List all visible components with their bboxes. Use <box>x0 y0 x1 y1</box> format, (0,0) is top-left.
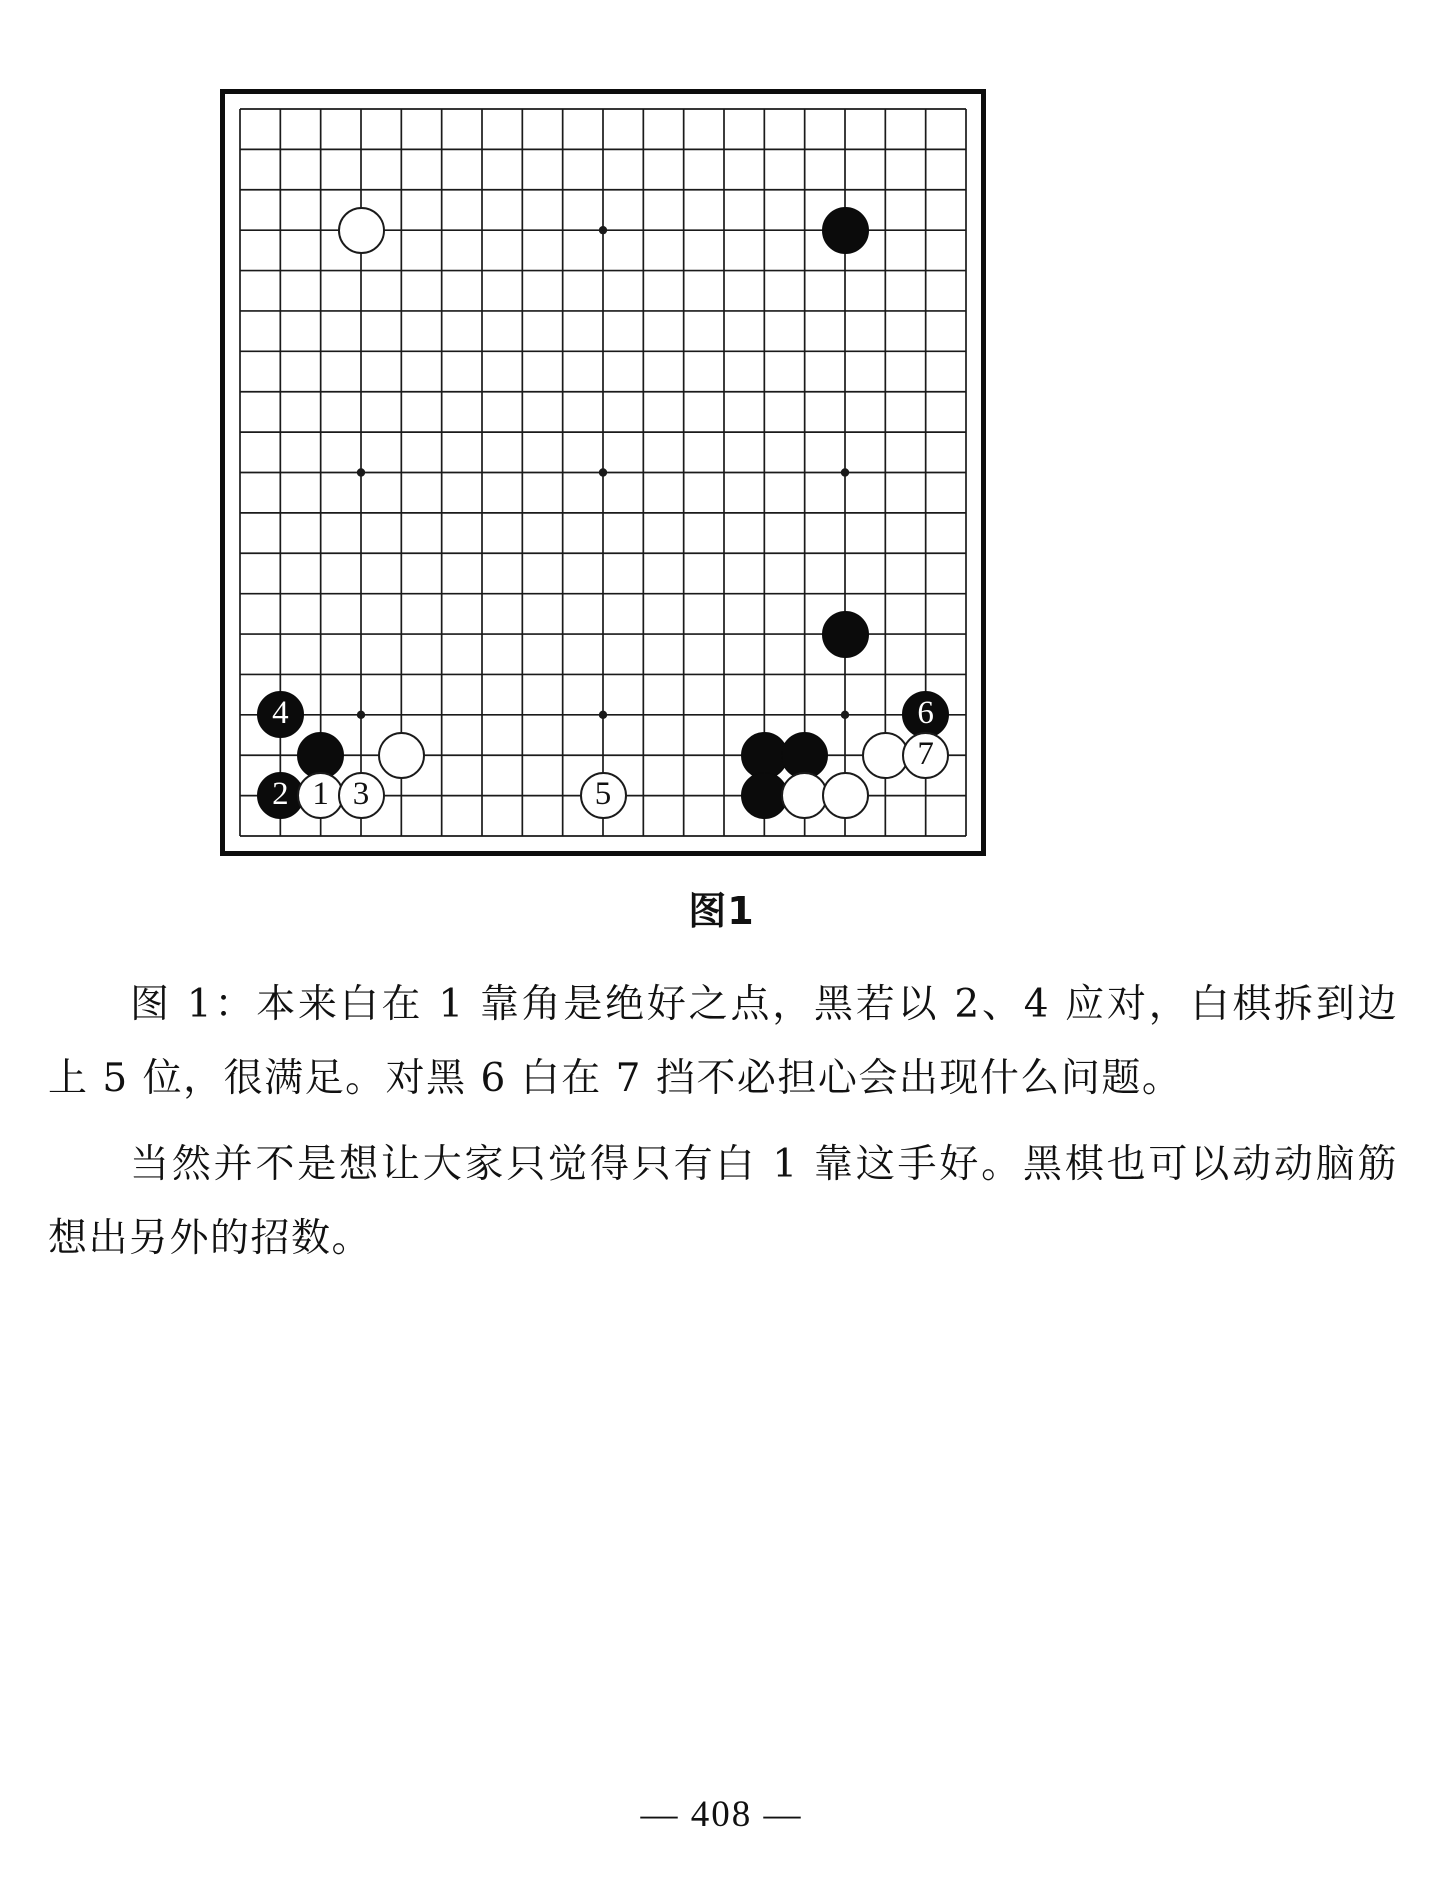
stone-white-3 <box>338 772 385 819</box>
page-number: — 408 — <box>640 1794 803 1835</box>
stone-black-3 <box>822 611 869 658</box>
stone-black-4 <box>257 691 304 738</box>
stone-move-number: 6 <box>917 695 934 732</box>
stone-move-number: 3 <box>352 776 370 813</box>
paragraph-1: 图 1：本来白在 1 靠角是绝好之点，黑若以 2、4 应对，白棋拆到边上 5 位，很满足。对黑 6 白在 7 挡不必担心会出现什么问题。 <box>48 982 1398 1101</box>
body-text <box>48 968 1398 1288</box>
figure-caption: 图1 <box>688 889 755 933</box>
stone-black-2 <box>822 207 869 254</box>
stone-white-7 <box>902 732 949 779</box>
stone-move-number: 4 <box>272 695 289 732</box>
stone-white-1 <box>338 207 385 254</box>
stone-move-number: 7 <box>917 735 934 772</box>
go-board-figure <box>220 89 986 856</box>
stone-white-6 <box>378 732 425 779</box>
stone-move-number: 2 <box>272 776 289 813</box>
stone-move-number: 1 <box>312 776 329 813</box>
stone-move-number: 5 <box>594 776 612 813</box>
stone-white-18 <box>822 772 869 819</box>
stone-white-5 <box>580 772 627 819</box>
paragraph-2: 当然并不是想让大家只觉得只有白 1 靠这手好。黑棋也可以动动脑筋想出另外的招数。 <box>48 1142 1398 1261</box>
